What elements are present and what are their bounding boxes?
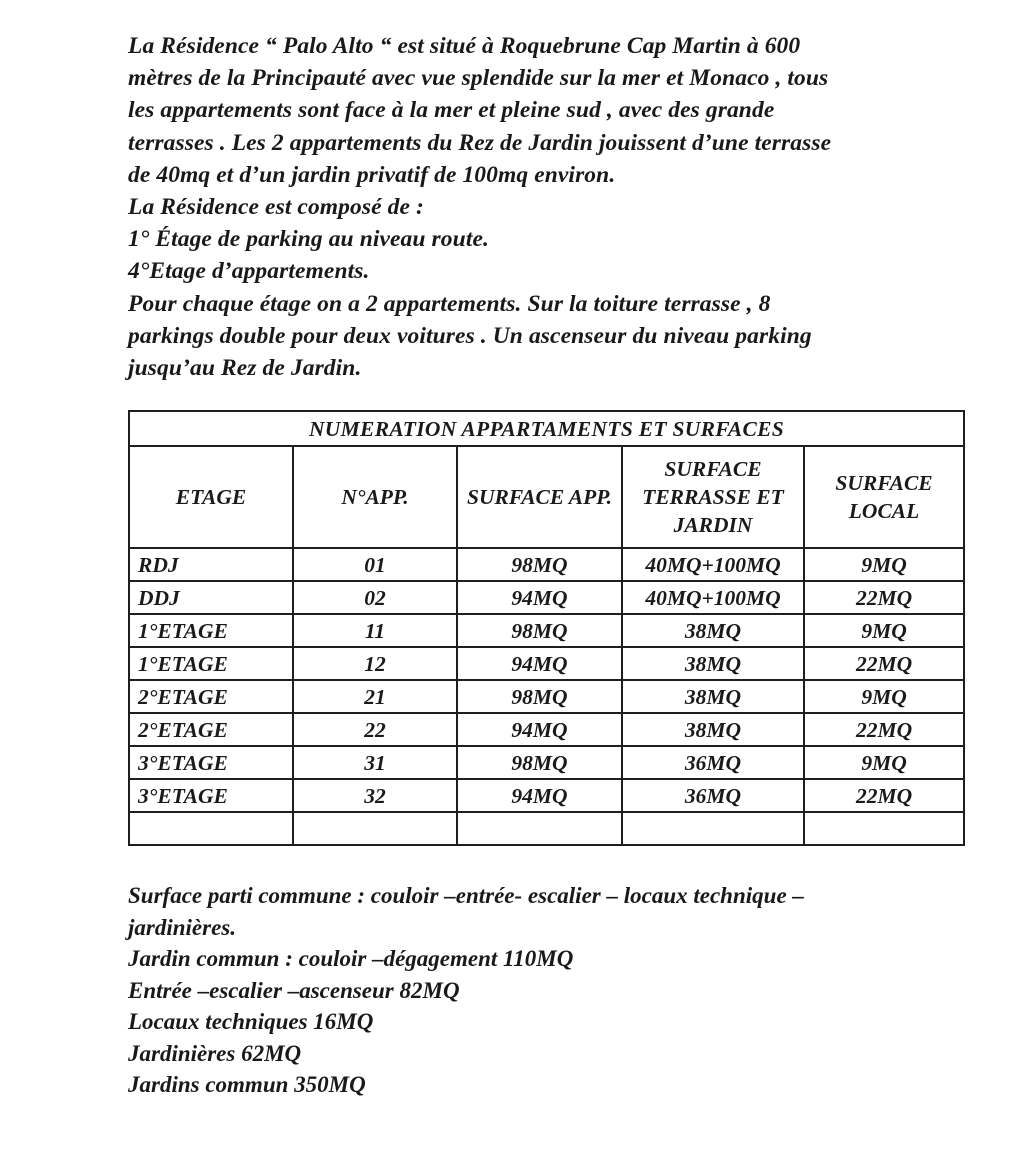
footer-notes — [128, 880, 968, 1101]
intro-line: terrasses . Les 2 appartements du Rez de Jardin jouissent d’une terrasse — [128, 129, 832, 156]
intro-line: les appartements sont face à la mer et pleine sud , avec des grande — [128, 97, 775, 124]
intro-line: parkings double pour deux voitures . Un ascenseur du niveau parking — [128, 322, 812, 349]
cell-surface-terrasse: 38MQ — [622, 680, 804, 713]
footer-line: Surface parti commune : couloir –entrée- escalier – locaux technique – — [128, 883, 804, 909]
cell-surface-local: 22MQ — [804, 713, 964, 746]
cell-surface-terrasse — [622, 812, 804, 845]
table-row — [129, 614, 964, 647]
cell-etage: 2°ETAGE — [129, 680, 293, 713]
cell-surface-app: 98MQ — [457, 548, 622, 581]
document-content — [128, 30, 968, 1101]
cell-surface-terrasse: 36MQ — [622, 746, 804, 779]
cell-surface-app: 98MQ — [457, 680, 622, 713]
cell-surface-local — [804, 812, 964, 845]
cell-surface-app: 94MQ — [457, 647, 622, 680]
intro-line: de 40mq et d’un jardin privatif de 100mq environ. — [128, 161, 616, 188]
cell-surface-app — [457, 812, 622, 845]
table-title: NUMERATION APPARTAMENTS ET SURFACES — [129, 411, 964, 446]
cell-surface-terrasse: 36MQ — [622, 779, 804, 812]
cell-etage: 3°ETAGE — [129, 779, 293, 812]
cell-napp: 12 — [293, 647, 457, 680]
cell-surface-app: 94MQ — [457, 779, 622, 812]
table-title-row — [129, 411, 964, 446]
intro-line: mètres de la Principauté avec vue splendide sur la mer et Monaco , tous — [128, 65, 829, 92]
table-column-headers — [129, 446, 964, 548]
intro-line: La Résidence “ Palo Alto “ est situé à Roquebrune Cap Martin à 600 — [128, 33, 801, 59]
table-row — [129, 746, 964, 779]
cell-surface-terrasse: 38MQ — [622, 713, 804, 746]
table-row — [129, 713, 964, 746]
intro-line: 1° Étage de parking au niveau route. — [128, 226, 489, 253]
column-header-surface-terrasse-jardin: SURFACE TERRASSE ET JARDIN — [622, 446, 804, 548]
table-row — [129, 647, 964, 680]
column-header-etage: ETAGE — [129, 446, 293, 548]
cell-surface-local: 9MQ — [804, 548, 964, 581]
cell-surface-terrasse: 38MQ — [622, 647, 804, 680]
cell-surface-terrasse: 40MQ+100MQ — [622, 581, 804, 614]
table-header — [129, 411, 964, 548]
cell-napp: 22 — [293, 713, 457, 746]
cell-etage: 1°ETAGE — [129, 647, 293, 680]
cell-napp: 31 — [293, 746, 457, 779]
cell-etage: 3°ETAGE — [129, 746, 293, 779]
intro-line: 4°Etage d’appartements. — [128, 258, 370, 285]
cell-etage — [129, 812, 293, 845]
cell-napp: 11 — [293, 614, 457, 647]
cell-surface-app: 94MQ — [457, 713, 622, 746]
cell-napp: 01 — [293, 548, 457, 581]
intro-paragraph — [128, 30, 968, 384]
cell-surface-local: 22MQ — [804, 647, 964, 680]
footer-line: jardinières. — [128, 914, 236, 940]
cell-surface-local: 22MQ — [804, 581, 964, 614]
column-header-surface-app: SURFACE APP. — [457, 446, 622, 548]
footer-line: Jardin commun : couloir –dégagement 110MQ — [128, 946, 574, 972]
footer-line: Jardins commun 350MQ — [128, 1072, 366, 1098]
cell-napp: 21 — [293, 680, 457, 713]
cell-napp — [293, 812, 457, 845]
cell-surface-app: 98MQ — [457, 614, 622, 647]
cell-etage: 2°ETAGE — [129, 713, 293, 746]
surfaces-table — [128, 410, 965, 846]
cell-surface-app: 94MQ — [457, 581, 622, 614]
cell-surface-local: 9MQ — [804, 746, 964, 779]
surfaces-table-wrapper — [128, 410, 963, 846]
table-row — [129, 548, 964, 581]
cell-surface-app: 98MQ — [457, 746, 622, 779]
footer-line: Locaux techniques 16MQ — [128, 1009, 374, 1035]
table-row — [129, 812, 964, 845]
column-header-napp: N°APP. — [293, 446, 457, 548]
table-body — [129, 548, 964, 845]
table-row — [129, 779, 964, 812]
column-header-surface-local: SURFACE LOCAL — [804, 446, 964, 548]
table-row — [129, 680, 964, 713]
cell-surface-local: 9MQ — [804, 614, 964, 647]
cell-etage: RDJ — [129, 548, 293, 581]
cell-surface-local: 9MQ — [804, 680, 964, 713]
table-row — [129, 581, 964, 614]
intro-line: La Résidence est composé de : — [128, 194, 424, 221]
footer-line: Jardinières 62MQ — [128, 1040, 302, 1066]
cell-surface-local: 22MQ — [804, 779, 964, 812]
cell-etage: 1°ETAGE — [129, 614, 293, 647]
cell-surface-terrasse: 40MQ+100MQ — [622, 548, 804, 581]
cell-napp: 32 — [293, 779, 457, 812]
cell-etage: DDJ — [129, 581, 293, 614]
cell-napp: 02 — [293, 581, 457, 614]
intro-line: Pour chaque étage on a 2 appartements. Sur la toiture terrasse , 8 — [128, 290, 771, 317]
cell-surface-terrasse: 38MQ — [622, 614, 804, 647]
intro-line: jusqu’au Rez de Jardin. — [128, 355, 362, 382]
footer-line: Entrée –escalier –ascenseur 82MQ — [128, 977, 460, 1003]
